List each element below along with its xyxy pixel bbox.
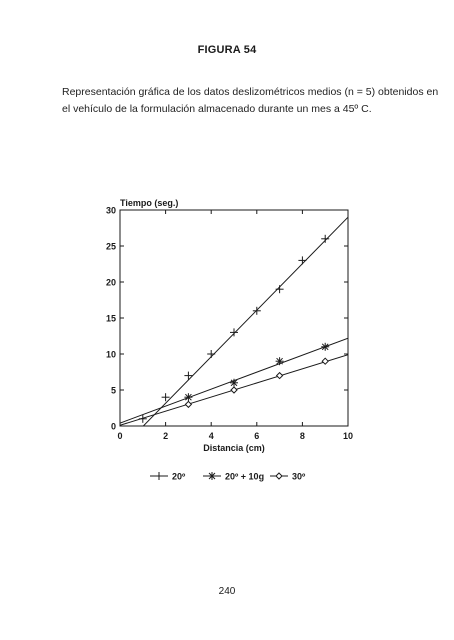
data-point-diamond (185, 401, 191, 407)
caption-line-2: el vehículo de la formulación almacenado durante un mes a 45º C. (62, 103, 372, 115)
data-point-asterisk (230, 379, 238, 387)
x-tick-label: 8 (299, 431, 305, 441)
y-axis-label: Tiempo (seg.) (120, 198, 179, 208)
x-axis-label: Distancia (cm) (203, 443, 265, 453)
x-tick-label: 0 (117, 431, 123, 441)
legend-label-diamond: 30º (292, 471, 306, 482)
data-point-diamond (231, 387, 237, 393)
data-point-plus (230, 328, 238, 336)
y-tick-label: 10 (105, 349, 116, 360)
x-tick-label: 4 (208, 431, 214, 441)
data-point-plus (184, 372, 192, 380)
data-point-asterisk (321, 343, 329, 351)
legend-label-asterisk: 20º + 10g (225, 471, 265, 482)
caption-line-1: Representación gráfica de los datos deslizométricos medios (n = 5) obtenidos en (62, 86, 439, 98)
legend-marker-plus (155, 472, 163, 480)
data-point-plus (276, 285, 284, 293)
y-tick-label: 15 (105, 313, 116, 324)
data-point-plus (207, 350, 215, 358)
figure-title: FIGURA 54 (197, 44, 257, 56)
data-point-diamond (322, 358, 328, 364)
page-number: 240 (218, 586, 236, 597)
y-tick-label: 25 (105, 241, 116, 252)
x-tick-label: 2 (163, 431, 169, 441)
y-tick-label: 5 (110, 385, 116, 396)
data-point-asterisk (184, 393, 192, 401)
data-point-asterisk (276, 357, 284, 365)
y-tick-label: 20 (105, 277, 116, 288)
data-point-plus (321, 235, 329, 243)
x-tick-label: 6 (254, 431, 260, 441)
legend-marker-diamond (276, 473, 282, 479)
legend-label-plus: 20º (172, 471, 186, 482)
data-point-plus (298, 256, 306, 264)
x-tick-label: 10 (342, 431, 354, 441)
y-tick-label: 0 (110, 421, 116, 432)
data-point-diamond (277, 373, 283, 379)
y-tick-label: 30 (105, 205, 116, 216)
legend-marker-asterisk (208, 472, 216, 480)
